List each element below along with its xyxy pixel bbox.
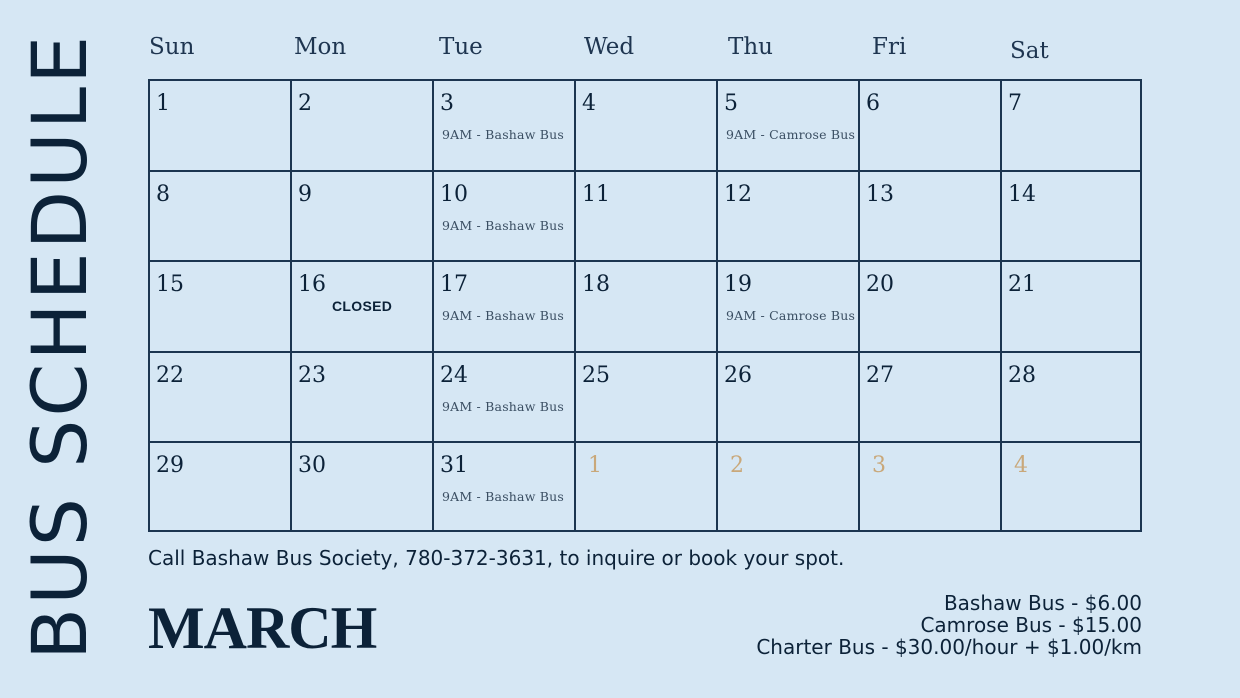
day-number: 22	[156, 362, 184, 388]
calendar-day-cell	[432, 351, 574, 442]
day-number: 27	[866, 362, 894, 388]
calendar-day-cell	[716, 351, 858, 442]
bus-event: 9AM - Camrose Bus	[726, 127, 856, 142]
calendar-day-cell	[148, 170, 290, 261]
calendar-day-cell	[858, 351, 1000, 442]
day-number: 4	[1014, 453, 1028, 479]
side-title: BUS SCHEDULE	[15, 32, 104, 660]
price-item-charter: Charter Bus - $30.00/hour + $1.00/km	[756, 635, 1142, 659]
day-number: 7	[1008, 91, 1022, 116]
calendar-day-cell	[858, 170, 1000, 261]
calendar-day-cell	[716, 441, 858, 532]
day-header-tue: Tue	[439, 34, 483, 60]
day-header-thu: Thu	[728, 34, 773, 60]
day-number: 24	[440, 362, 468, 388]
calendar-day-cell	[290, 170, 432, 261]
month-title: MARCH	[148, 595, 377, 661]
calendar-day-cell	[290, 351, 432, 442]
calendar-day-cell	[1000, 441, 1142, 532]
calendar-day-cell	[432, 441, 574, 532]
day-number: 18	[582, 272, 610, 298]
calendar-day-cell	[858, 260, 1000, 351]
day-number: 20	[866, 272, 894, 298]
day-header-mon: Mon	[294, 34, 347, 60]
day-header-wed: Wed	[584, 34, 635, 60]
day-number: 16	[298, 272, 326, 298]
day-number: 17	[440, 272, 468, 298]
day-header-sun: Sun	[149, 34, 195, 60]
day-number: 31	[440, 453, 468, 479]
day-number: 21	[1008, 272, 1036, 298]
calendar-day-cell	[432, 260, 574, 351]
day-number: 2	[730, 453, 744, 479]
bus-event: 9AM - Camrose Bus	[726, 308, 856, 324]
calendar-day-cell	[574, 351, 716, 442]
price-item-bashaw: Bashaw Bus - $6.00	[943, 591, 1142, 615]
day-number: 19	[724, 272, 752, 298]
day-number: 29	[156, 453, 184, 479]
day-number: 3	[872, 453, 886, 479]
calendar-day-cell	[1000, 260, 1142, 351]
day-number: 8	[156, 181, 170, 207]
day-number: 4	[582, 91, 596, 116]
calendar-day-cell	[858, 441, 1000, 532]
bus-event: 9AM - Bashaw Bus	[442, 398, 565, 414]
day-headers	[148, 34, 1142, 74]
bus-event: 9AM - Bashaw Bus	[442, 217, 565, 233]
price-item-camrose: Camrose Bus - $15.00	[920, 613, 1142, 637]
calendar-day-cell	[574, 260, 716, 351]
day-header-sat: Sat	[1010, 38, 1049, 64]
calendar-day-cell	[432, 79, 574, 170]
day-number: 9	[298, 181, 312, 207]
day-number: 1	[156, 91, 170, 116]
bus-event: 9AM - Bashaw Bus	[442, 127, 565, 142]
calendar-day-cell	[1000, 170, 1142, 261]
calendar-day-cell	[148, 79, 290, 170]
day-number: 1	[588, 453, 602, 479]
calendar-day-cell	[574, 170, 716, 261]
day-number: 25	[582, 362, 610, 388]
bus-event: 9AM - Bashaw Bus	[442, 489, 565, 505]
day-number: 23	[298, 362, 326, 388]
day-number: 28	[1008, 362, 1036, 388]
calendar-day-cell	[716, 260, 858, 351]
calendar-day-cell	[290, 79, 432, 170]
day-number: 14	[1008, 181, 1036, 207]
calendar-day-cell	[148, 351, 290, 442]
calendar-day-cell	[432, 170, 574, 261]
day-number: 26	[724, 362, 752, 388]
day-number: 3	[440, 91, 454, 116]
bus-event: 9AM - Bashaw Bus	[442, 308, 565, 324]
calendar-day-cell	[716, 79, 858, 170]
calendar-grid	[148, 79, 1142, 532]
calendar-day-cell	[1000, 79, 1142, 170]
calendar-day-cell	[148, 441, 290, 532]
day-number: 2	[298, 91, 312, 116]
calendar-day-cell	[1000, 351, 1142, 442]
day-number: 6	[866, 91, 880, 116]
day-number: 15	[156, 272, 184, 298]
calendar-day-cell	[290, 260, 432, 351]
day-number: 13	[866, 181, 894, 207]
day-number: 11	[582, 181, 610, 207]
price-list	[756, 592, 1142, 658]
day-number: 5	[724, 91, 738, 116]
calendar-day-cell	[574, 79, 716, 170]
calendar-day-cell	[148, 260, 290, 351]
day-number: 30	[298, 453, 326, 479]
calendar-day-cell	[858, 79, 1000, 170]
day-number: 12	[724, 181, 752, 207]
calendar-day-cell	[290, 441, 432, 532]
day-header-fri: Fri	[872, 34, 907, 60]
contact-line: Call Bashaw Bus Society, 780-372-3631, to inquire or book your spot.	[148, 546, 845, 570]
calendar-day-cell	[716, 170, 858, 261]
closed-note: CLOSED	[332, 298, 393, 315]
calendar-day-cell	[574, 441, 716, 532]
day-number: 10	[440, 181, 468, 207]
